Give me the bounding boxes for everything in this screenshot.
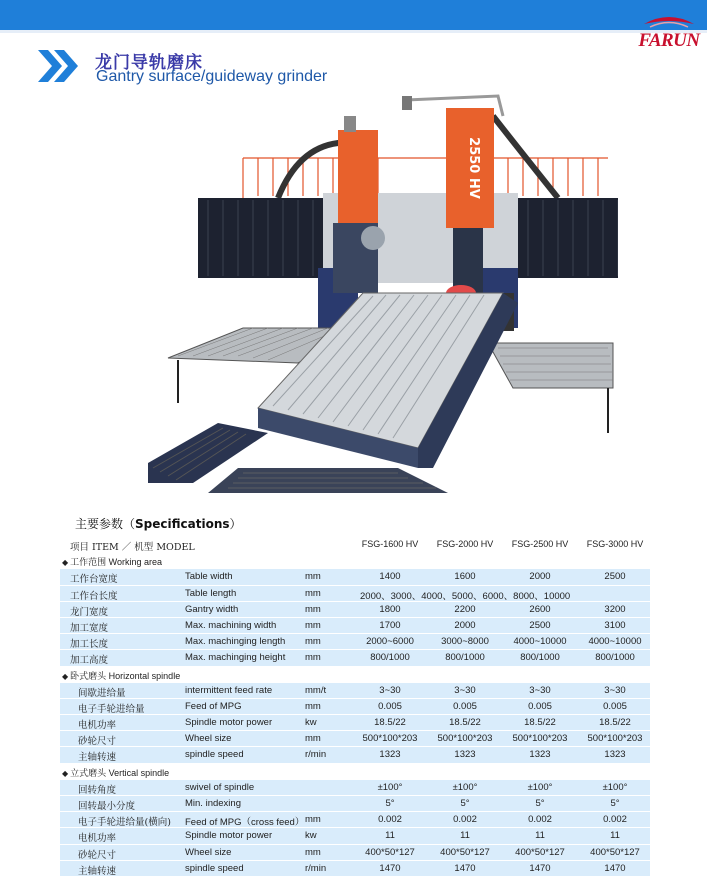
row-label-cn: 加工长度 bbox=[70, 639, 109, 651]
bullet-icon: ◆ bbox=[62, 768, 69, 778]
cell-value: 1323 bbox=[379, 749, 401, 761]
row-label-cn: 电子手轮进给量(横向) bbox=[78, 817, 171, 829]
cell-value: 1600 bbox=[454, 571, 476, 583]
table-row bbox=[60, 569, 650, 585]
cell-value: 1470 bbox=[454, 862, 476, 874]
top-banner-divider bbox=[0, 30, 707, 33]
table-row bbox=[60, 731, 650, 747]
row-label-en: Min. indexing bbox=[185, 798, 241, 809]
table-row bbox=[60, 780, 650, 796]
row-unit: kw bbox=[305, 830, 317, 842]
cell-value: 500*100*203 bbox=[437, 733, 493, 745]
table-row bbox=[60, 634, 650, 650]
cell-value: 3200 bbox=[604, 603, 626, 615]
row-unit: mm bbox=[305, 733, 321, 745]
cell-value: 18.5/22 bbox=[374, 717, 406, 729]
table-row bbox=[60, 699, 650, 715]
row-unit: mm bbox=[305, 619, 321, 631]
row-label-cn: 龙门宽度 bbox=[70, 606, 109, 618]
row-label-en: Gantry width bbox=[185, 603, 239, 615]
table-row bbox=[60, 618, 650, 634]
bullet-icon: ◆ bbox=[62, 671, 69, 681]
cell-value: 1470 bbox=[529, 862, 551, 874]
row-unit: mm bbox=[305, 700, 321, 712]
table-row bbox=[60, 586, 650, 602]
machine-model-label: 2550 HV bbox=[466, 137, 481, 199]
cell-value: 500*100*203 bbox=[512, 733, 568, 745]
cell-value: 400*50*127 bbox=[365, 846, 415, 858]
row-label-cn: 回转角度 bbox=[78, 784, 117, 796]
cell-value: 0.002 bbox=[528, 814, 552, 826]
specifications-heading bbox=[75, 515, 242, 532]
specifications-heading-close: ） bbox=[229, 517, 242, 531]
header-item-model-label: 项目 ITEM ／ 机型 MODEL bbox=[70, 542, 195, 553]
row-label-cn: 电机功率 bbox=[78, 833, 117, 845]
cell-value: 2200 bbox=[454, 603, 476, 615]
table-row bbox=[60, 747, 650, 763]
cell-value: 0.005 bbox=[528, 700, 552, 712]
cell-value: 18.5/22 bbox=[599, 717, 631, 729]
row-label-en: Table length bbox=[185, 587, 237, 599]
cell-value: 3~30 bbox=[604, 684, 626, 696]
cell-value: 3~30 bbox=[379, 684, 401, 696]
row-unit: mm bbox=[305, 846, 321, 858]
row-label-cn: 加工高度 bbox=[70, 655, 109, 667]
cell-value: 800/1000 bbox=[370, 652, 410, 664]
table-row bbox=[60, 715, 650, 731]
table-row bbox=[60, 602, 650, 618]
row-label-en: Spindle motor power bbox=[185, 717, 273, 729]
cell-value: 0.002 bbox=[603, 814, 627, 826]
table-row bbox=[60, 812, 650, 828]
cell-value: 11 bbox=[460, 830, 470, 842]
row-unit: r/min bbox=[305, 862, 327, 874]
cell-value: 0.005 bbox=[603, 700, 627, 712]
row-unit: mm bbox=[305, 814, 321, 826]
table-row bbox=[60, 650, 650, 666]
cell-value: ±100° bbox=[452, 781, 478, 793]
row-label-en: Max. machinging length bbox=[185, 636, 286, 648]
row-label-cn: 电子手轮进给量 bbox=[78, 703, 145, 715]
cell-value: 18.5/22 bbox=[449, 717, 481, 729]
cell-value: 1470 bbox=[379, 862, 401, 874]
row-label-en: spindle speed bbox=[185, 749, 244, 761]
cell-value: 18.5/22 bbox=[524, 717, 556, 729]
row-unit: mm bbox=[305, 636, 321, 648]
row-unit: mm bbox=[305, 587, 321, 599]
row-unit: mm/t bbox=[305, 684, 327, 696]
cell-value: 2500 bbox=[529, 619, 551, 631]
cell-value: 1470 bbox=[604, 862, 626, 874]
section-title: 工作范围 Working area bbox=[70, 557, 163, 568]
cell-value: 400*50*127 bbox=[590, 846, 640, 858]
row-unit: r/min bbox=[305, 749, 327, 761]
table-row bbox=[60, 861, 650, 877]
table-row bbox=[60, 683, 650, 699]
row-label-en: spindle speed bbox=[185, 862, 244, 874]
specifications-heading-en: Specifications bbox=[135, 517, 230, 531]
cell-value: 500*100*203 bbox=[587, 733, 643, 745]
cell-value: ±100° bbox=[527, 781, 553, 793]
cell-value: 11 bbox=[535, 830, 545, 842]
cell-value: 4000~10000 bbox=[513, 636, 567, 648]
cell-value: 3000~8000 bbox=[441, 636, 489, 648]
row-label-cn: 电机功率 bbox=[78, 720, 117, 732]
section-title: 卧式磨头 Horizontal spindle bbox=[70, 670, 181, 681]
row-label-cn: 回转最小分度 bbox=[78, 801, 136, 812]
row-unit: mm bbox=[305, 603, 321, 615]
row-unit: mm bbox=[305, 571, 321, 583]
cell-value: 3~30 bbox=[454, 684, 476, 696]
model-header: FSG-2000 HV bbox=[436, 539, 494, 549]
table-row bbox=[60, 845, 650, 861]
cell-value: 2500 bbox=[604, 571, 626, 583]
cell-value: 2600 bbox=[529, 603, 551, 615]
cell-value: 1400 bbox=[379, 571, 401, 583]
cell-value: 800/1000 bbox=[595, 652, 635, 664]
product-title-cn: 龙门导轨磨床 bbox=[95, 53, 203, 73]
logo-wordmark: FARUN bbox=[638, 30, 700, 51]
cell-value: ±100° bbox=[377, 781, 403, 793]
row-label-en: Max. machining width bbox=[185, 619, 277, 631]
double-chevron-icon bbox=[38, 50, 82, 82]
cell-value: 1323 bbox=[454, 749, 476, 761]
section-header-horizontal-spindle bbox=[60, 667, 650, 683]
cell-value: 500*100*203 bbox=[362, 733, 418, 745]
row-label-cn: 砂轮尺寸 bbox=[78, 736, 117, 748]
row-label-en: Wheel size bbox=[185, 733, 232, 745]
specifications-table bbox=[60, 537, 650, 877]
cell-value: 1323 bbox=[529, 749, 551, 761]
cell-value: 2000~6000 bbox=[366, 636, 414, 648]
section-header-working-area bbox=[60, 553, 650, 569]
cell-value: 4000~10000 bbox=[588, 636, 642, 648]
specifications-heading-cn: 主要参数（ bbox=[75, 517, 136, 531]
row-label-en: Spindle motor power bbox=[185, 830, 273, 842]
cell-value: 11 bbox=[610, 830, 620, 842]
machine-photo bbox=[148, 88, 618, 493]
cell-value: 400*50*127 bbox=[515, 846, 565, 858]
cell-value-span: 2000、3000、4000、5000、6000、8000、10000 bbox=[360, 590, 571, 602]
cell-value: 3100 bbox=[604, 619, 626, 631]
top-banner bbox=[0, 0, 707, 30]
model-header: FSG-3000 HV bbox=[586, 539, 644, 549]
cell-value: 1323 bbox=[604, 749, 626, 761]
row-label-cn: 主轴转速 bbox=[78, 865, 117, 877]
row-label-cn: 工作台宽度 bbox=[70, 574, 118, 586]
row-label-cn: 工作台长度 bbox=[70, 590, 118, 602]
cell-value: 0.002 bbox=[453, 814, 477, 826]
brand-logo bbox=[636, 12, 702, 52]
cell-value: 3~30 bbox=[529, 684, 551, 696]
row-unit: mm bbox=[305, 652, 321, 664]
cell-value: 11 bbox=[385, 830, 395, 842]
model-header: FSG-2500 HV bbox=[511, 539, 569, 549]
row-label-cn: 主轴转速 bbox=[78, 752, 117, 764]
row-label-en: swivel of spindle bbox=[185, 781, 255, 793]
section-title: 立式磨头 Vertical spindle bbox=[70, 767, 170, 778]
cell-value: 2000 bbox=[454, 619, 476, 631]
row-label-en: Wheel size bbox=[185, 846, 232, 858]
row-label-cn: 间歇进给量 bbox=[78, 687, 126, 699]
cell-value: ±100° bbox=[602, 781, 628, 793]
cell-value: 5° bbox=[610, 798, 620, 809]
row-label-en: Feed of MPG（cross feed） bbox=[185, 817, 305, 829]
model-header: FSG-1600 HV bbox=[361, 539, 419, 549]
cell-value: 0.005 bbox=[453, 700, 477, 712]
cell-value: 0.002 bbox=[378, 814, 402, 826]
row-label-en: Max. machinging height bbox=[185, 652, 286, 664]
cell-value: 2000 bbox=[529, 571, 551, 583]
row-unit: kw bbox=[305, 717, 317, 729]
product-title-en: Gantry surface/guideway grinder bbox=[96, 68, 328, 85]
cell-value: 5° bbox=[460, 798, 470, 809]
cell-value: 5° bbox=[385, 798, 395, 809]
cell-value: 5° bbox=[535, 798, 545, 809]
row-label-en: intermittent feed rate bbox=[185, 684, 273, 696]
table-row bbox=[60, 796, 650, 812]
cell-value: 1700 bbox=[379, 619, 401, 631]
table-header-row bbox=[60, 537, 650, 553]
cell-value: 800/1000 bbox=[445, 652, 485, 664]
cell-value: 800/1000 bbox=[520, 652, 560, 664]
cell-value: 400*50*127 bbox=[440, 846, 490, 858]
row-label-en: Feed of MPG bbox=[185, 700, 242, 712]
row-label-cn: 砂轮尺寸 bbox=[78, 849, 117, 861]
cell-value: 0.005 bbox=[378, 700, 402, 712]
cell-value: 1800 bbox=[379, 603, 401, 615]
row-label-cn: 加工宽度 bbox=[70, 622, 109, 634]
section-header-vertical-spindle bbox=[60, 764, 650, 780]
row-label-en: Table width bbox=[185, 571, 233, 583]
bullet-icon: ◆ bbox=[62, 558, 69, 568]
table-row bbox=[60, 828, 650, 844]
